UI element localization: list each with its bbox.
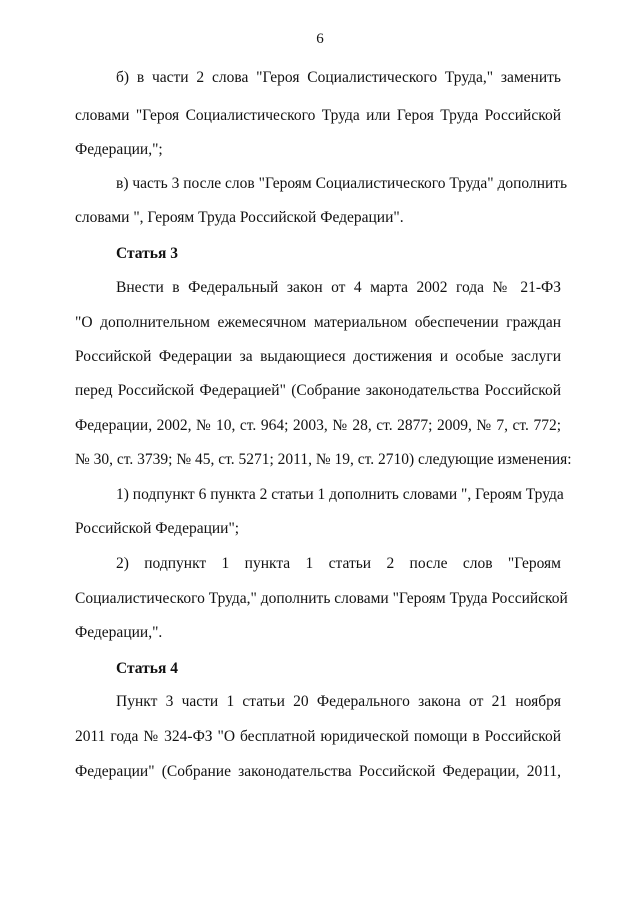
text-line: Федерации,". [75,624,163,641]
text-line: словами ", Героям Труда Российской Федерации". [75,209,404,226]
text-line: Социалистического Труда," дополнить словами "Героям Труда Российской [75,590,568,607]
text-line: перед Российской Федерацией" (Собрание законодательства Российской [75,382,561,399]
text-line: "О дополнительном ежемесячном материальном обеспечении граждан [75,314,561,331]
text-line: Федерации" (Собрание законодательства Российской Федерации, 2011, [75,763,561,780]
text-line: Федерации, 2002, № 10, ст. 964; 2003, № 28, ст. 2877; 2009, № 7, ст. 772; [75,417,561,434]
text-line: № 30, ст. 3739; № 45, ст. 5271; 2011, № 19, ст. 2710) следующие изменения: [75,451,572,468]
text-line: Внести в Федеральный закон от 4 марта 2002 года № 21-ФЗ [116,279,561,296]
text-line: 2) подпункт 1 пункта 1 статьи 2 после слов "Героям [116,555,561,572]
article-heading: Статья 3 [116,245,178,262]
text-line: 2011 года № 324-ФЗ "О бесплатной юридической помощи в Российской [75,728,561,745]
text-line: в) часть 3 после слов "Героям Социалистического Труда" дополнить [116,175,568,192]
text-line: б) в части 2 слова "Героя Социалистического Труда," заменить [116,69,561,86]
text-line: Федерации,"; [75,141,163,158]
page-number: 6 [316,31,324,47]
text-line: Российской Федерации"; [75,520,240,537]
text-line: Пункт 3 части 1 статьи 20 Федерального закона от 21 ноября [116,693,561,710]
text-line: 1) подпункт 6 пункта 2 статьи 1 дополнить словами ", Героям Труда [116,486,564,503]
article-heading: Статья 4 [116,660,178,677]
text-line: словами "Героя Социалистического Труда или Героя Труда Российской [75,107,561,124]
text-line: Российской Федерации за выдающиеся достижения и особые заслуги [75,348,561,365]
